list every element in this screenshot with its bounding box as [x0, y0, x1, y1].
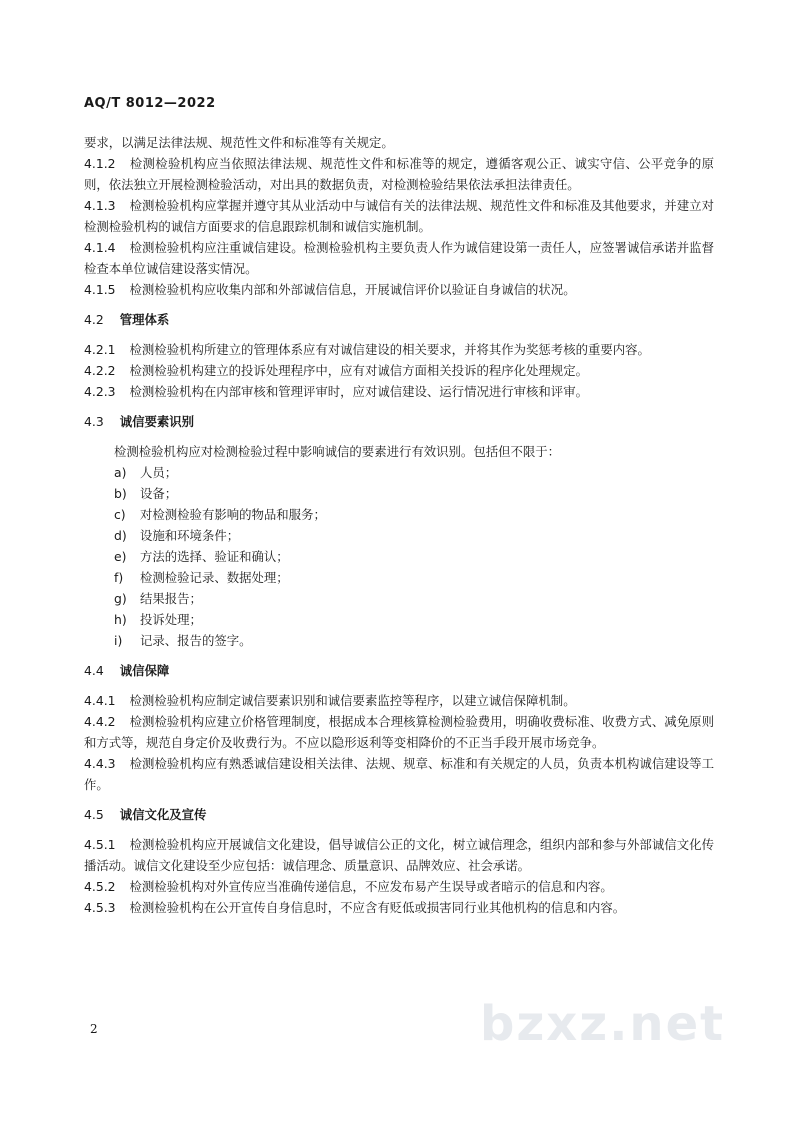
document-code-header: AQ/T 8012—2022 [84, 96, 216, 111]
list-item-label: a) [114, 465, 127, 480]
list-item [84, 483, 714, 504]
clause-number: 4.1.5 [84, 282, 116, 297]
clause-paragraph [84, 876, 714, 897]
list-item-text: 结果报告； [140, 591, 202, 606]
clause-paragraph [84, 237, 714, 279]
clause-number: 4.5.3 [84, 900, 116, 915]
clause-number: 4.4.1 [84, 693, 116, 708]
list-item-label: g) [114, 591, 127, 606]
section-title: 诚信保障 [119, 663, 170, 678]
clause-number: 4.1.2 [84, 156, 116, 171]
list-item [84, 504, 714, 525]
list-item-text: 对检测检验有影响的物品和服务； [140, 507, 326, 522]
clause-number: 4.2.1 [84, 342, 116, 357]
section-heading [84, 411, 714, 432]
list-item [84, 525, 714, 546]
clause-paragraph [84, 753, 714, 795]
clause-paragraph [84, 834, 714, 876]
page-number: 2 [90, 1022, 98, 1036]
clause-text: 要求，以满足法律法规、规范性文件和标准等有关规定。 [84, 135, 394, 150]
clause-number: 4.2.2 [84, 363, 116, 378]
list-item-text: 检测检验记录、数据处理； [140, 570, 289, 585]
clause-text: 检测检验机构应掌握并遵守其从业活动中与诚信有关的法律法规、规范性文件和标准及其他要求，并建立对检测检验机构的诚信方面要求的信息跟踪机制和诚信实施机制。 [84, 198, 714, 234]
clause-paragraph [84, 195, 714, 237]
clause-number: 4.2.3 [84, 384, 116, 399]
list-item-text: 投诉处理； [140, 612, 202, 627]
list-item [84, 546, 714, 567]
section-title: 管理体系 [119, 312, 170, 327]
clause-text: 检测检验机构应制定诚信要素识别和诚信要素监控等程序，以建立诚信保障机制。 [129, 693, 576, 708]
list-item-label: d) [114, 528, 127, 543]
clause-number: 4.5.1 [84, 837, 116, 852]
clause-number: 4.4.2 [84, 714, 116, 729]
section-title: 诚信文化及宣传 [119, 807, 207, 822]
list-item-label: c) [114, 507, 126, 522]
clause-paragraph [84, 153, 714, 195]
clause-text: 检测检验机构对外宣传应当准确传递信息，不应发布易产生误导或者暗示的信息和内容。 [129, 879, 613, 894]
clause-text: 检测检验机构应注重诚信建设。检测检验机构主要负责人作为诚信建设第一责任人，应签署诚信承诺并监督检查本单位诚信建设落实情况。 [84, 240, 714, 276]
clause-number: 4.1.4 [84, 240, 116, 255]
clause-text: 检测检验机构建立的投诉处理程序中，应有对诚信方面相关投诉的程序化处理规定。 [129, 363, 588, 378]
section-heading [84, 660, 714, 681]
clause-text: 检测检验机构应建立价格管理制度，根据成本合理核算检测检验费用，明确收费标准、收费方式、减免原则和方式等，规范自身定价及收费行为。不应以隐形返利等变相降价的不正当手段开展市场竞争。 [84, 714, 714, 750]
list-item-label: e) [114, 549, 127, 564]
clause-number: 4.1.3 [84, 198, 116, 213]
clause-paragraph [84, 381, 714, 402]
list-item-label: b) [114, 486, 127, 501]
list-item [84, 588, 714, 609]
clause-text: 检测检验机构应有熟悉诚信建设相关法律、法规、规章、标准和有关规定的人员，负责本机构诚信建设等工作。 [84, 756, 714, 792]
clause-paragraph [84, 711, 714, 753]
document-body [84, 132, 714, 918]
section-number: 4.2 [84, 312, 104, 327]
clause-text: 检测检验机构所建立的管理体系应有对诚信建设的相关要求，并将其作为奖惩考核的重要内容。 [129, 342, 650, 357]
clause-text: 检测检验机构在内部审核和管理评审时，应对诚信建设、运行情况进行审核和评审。 [129, 384, 588, 399]
list-item-label: h) [114, 612, 127, 627]
clause-paragraph [84, 690, 714, 711]
section-number: 4.3 [84, 414, 104, 429]
list-item-label: f) [114, 570, 124, 585]
list-item [84, 462, 714, 483]
section-title: 诚信要素识别 [119, 414, 195, 429]
list-item-text: 方法的选择、验证和确认； [140, 549, 289, 564]
clause-text: 检测检验机构应开展诚信文化建设，倡导诚信公正的文化，树立诚信理念，组织内部和参与外部诚信文化传播活动。诚信文化建设至少应包括：诚信理念、质量意识、品牌效应、社会承诺。 [84, 837, 714, 873]
list-intro: 检测检验机构应对检测检验过程中影响诚信的要素进行有效识别。包括但不限于： [114, 444, 561, 459]
section-heading [84, 804, 714, 825]
list-item [84, 567, 714, 588]
clause-number: 4.4.3 [84, 756, 116, 771]
list-item [84, 609, 714, 630]
list-item-text: 设备； [140, 486, 178, 501]
list-item [84, 630, 714, 651]
clause-paragraph [84, 897, 714, 918]
clause-text: 检测检验机构应收集内部和外部诚信信息，开展诚信评价以验证自身诚信的状况。 [129, 282, 576, 297]
clause-number: 4.5.2 [84, 879, 116, 894]
section-heading [84, 309, 714, 330]
section-number: 4.5 [84, 807, 104, 822]
list-item-text: 人员； [140, 465, 178, 480]
list-item-label: i) [114, 633, 123, 648]
clause-paragraph [84, 279, 714, 300]
site-watermark: bzxz.net [480, 996, 726, 1052]
clause-paragraph [84, 339, 714, 360]
clause-text: 检测检验机构应当依照法律法规、规范性文件和标准等的规定，遵循客观公正、诚实守信、公平竞争的原则，依法独立开展检测检验活动，对出具的数据负责，对检测检验结果依法承担法律责任。 [84, 156, 714, 192]
clause-text: 检测检验机构在公开宣传自身信息时，不应含有贬低或损害同行业其他机构的信息和内容。 [129, 900, 626, 915]
list-item-text: 记录、报告的签字。 [140, 633, 252, 648]
clause-paragraph [84, 132, 714, 153]
section-number: 4.4 [84, 663, 104, 678]
clause-paragraph [84, 360, 714, 381]
list-item-text: 设施和环境条件； [140, 528, 240, 543]
